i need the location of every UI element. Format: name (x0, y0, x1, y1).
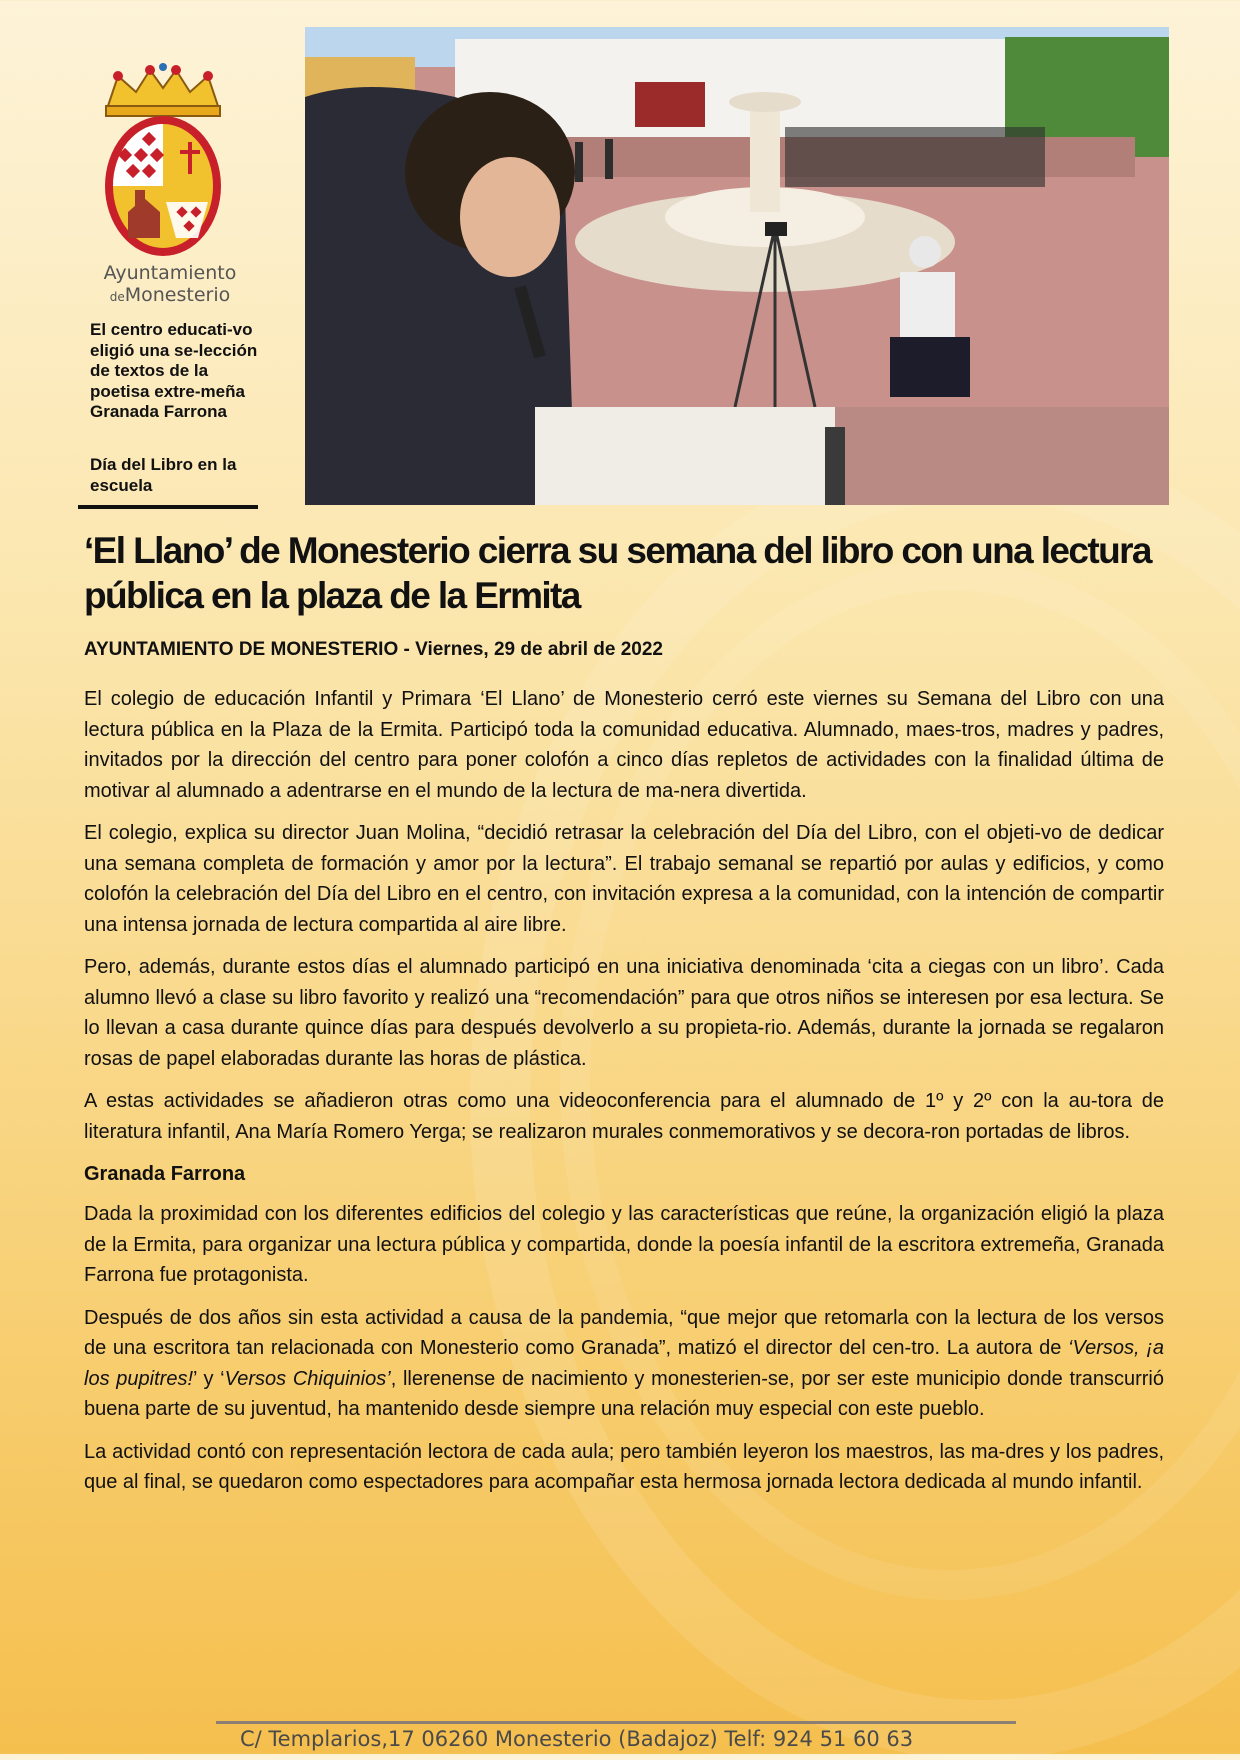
logo-de: de (109, 290, 125, 304)
article-photo (305, 27, 1169, 505)
book-title-versos-pupitres: ‘Versos, ¡a los pupitres! (84, 1337, 1164, 1390)
municipal-crest-logo (88, 62, 238, 266)
article-subheading: Granada Farrona (84, 1163, 246, 1185)
municipality-name (80, 262, 260, 308)
paragraph-text: ’ y ‘ (193, 1367, 225, 1390)
article-paragraph: La actividad contó con representación lectora de cada aula; pero también leyeron los maestros, las ma-dres y los padres, que al final, se quedaron como espectadores para acompañar esta hermosa jornada lectora dedicada al mundo infantil. (84, 1440, 1164, 1493)
article-paragraph: Pero, además, durante estos días el alumnado participó en una iniciativa denominada ‘cita a ciegas con un libro’. Cada alumno llevó a clase su libro favorito y realizó una “recomendación” para que otros niños se interesen por esa lectura. Se lo llevan a casa durante quince días para después devolverlo a su propieta-rio. Además, durante la jornada se regalaron rosas de papel elaboradas durante las horas de plástica. (84, 956, 1164, 1070)
logo-line-ayuntamiento: Ayuntamiento (103, 262, 237, 284)
sidebar-section-label: Día del Libro en la escuela (90, 455, 237, 495)
article-body (84, 684, 1164, 1510)
footer-divider (216, 1721, 1016, 1724)
article-paragraph: El colegio, explica su director Juan Molina, “decidió retrasar la celebración del Día del Libro, con el objeti-vo de dedicar una semana completa de formación y amor por la lectura”. El trabajo semanal se repartió por aulas y edificios, y como colofón la celebración del Día del Libro en el centro, con invitación expresa a la comunidad, con la intención de compartir una intensa jornada de lectura compartida al aire libre. (84, 822, 1164, 936)
byline-source: AYUNTAMIENTO DE MONESTERIO (84, 639, 399, 660)
paragraph-text: Después de dos años sin esta actividad a causa de la pandemia, “que mejor que retomarla con la lectura de los versos de una escritora tan relacionada con Monesterio como Granada”, matizó el director del cen-tro. La autora de (84, 1306, 1164, 1359)
sidebar-divider (78, 505, 258, 509)
article-paragraph: El colegio de educación Infantil y Primara ‘El Llano’ de Monesterio cerró este viernes su Semana del Libro con una lectura pública en la Plaza de la Ermita. Participó toda la comunidad educativa. Alumnado, maes-tros, madres y padres, invitados por la dirección del centro para poner colofón a cinco días repletos de actividades con la finalidad última de motivar al alumnado a adentrarse en el mundo de la lectura de ma-nera divertida. (84, 688, 1164, 802)
article-paragraph: Dada la proximidad con los diferentes edificios del colegio y las características que reúne, la organización eligió la plaza de la Ermita, para organizar una lectura pública y compartida, donde la poesía infantil de la escritora extremeña, Granada Farrona fue protagonista. (84, 1203, 1164, 1286)
byline-separator: - (398, 639, 416, 660)
article-byline (84, 637, 1084, 663)
book-title-versos-chiquinios: Versos Chiquinios’ (224, 1367, 391, 1390)
byline-date: Viernes, 29 de abril de 2022 (415, 639, 663, 660)
logo-line-monesterio (80, 284, 260, 308)
footer-address: C/ Templarios,17 06260 Monesterio (Badajoz) Telf: 924 51 60 63 (240, 1727, 914, 1751)
article-paragraph: A estas actividades se añadieron otras como una videoconferencia para el alumnado de 1º y 2º con la au-tora de literatura infantil, Ana María Romero Yerga; se realizaron murales conmemorativos y se decora-ron portadas de libros. (84, 1090, 1164, 1143)
article-headline: ‘El Llano’ de Monesterio cierra su semana del libro con una lectura pública en la plaza de la Ermita (84, 530, 1151, 616)
sidebar-summary: El centro educati-vo eligió una se-lección de textos de la poetisa extre-meña Granada Farrona (90, 320, 258, 421)
article-paragraph (84, 1303, 1164, 1425)
logo-monesterio: Monesterio (124, 284, 231, 306)
paragraph-text: , llerenense de nacimiento y monesterien-se, por ser este municipio donde transcurrió buena parte de su juventud, ha mantenido desde siempre una relación muy especial con este pueblo. (84, 1367, 1164, 1420)
